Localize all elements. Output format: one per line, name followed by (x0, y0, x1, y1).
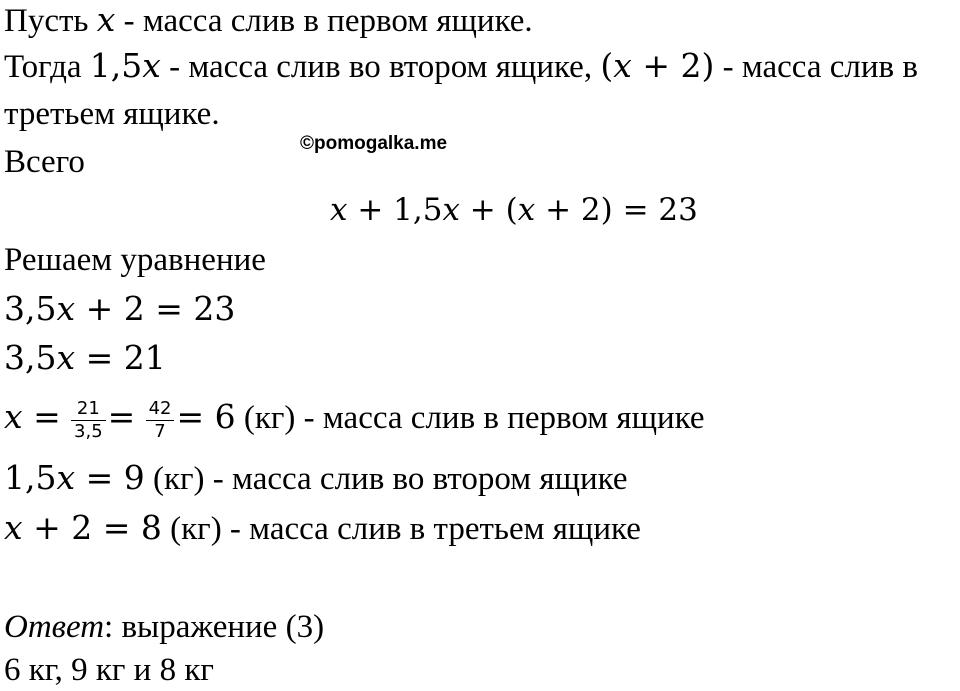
line3-text: третьем ящике. (4, 96, 220, 132)
fraction-42-over-7 (146, 398, 175, 443)
variable-x: x (56, 338, 76, 377)
step-equation-3 (4, 393, 705, 443)
line8-text: (кг) - масса слив в первом ящике (243, 400, 705, 436)
let-prefix: Пусть (4, 3, 89, 39)
result-nine: = 9 (75, 458, 145, 497)
line9-text: (кг) - масса слив во втором ящике (153, 461, 628, 497)
step2-rest: = 21 (75, 338, 166, 377)
equals: = (22, 397, 61, 436)
line2-text2: - масса слив в (722, 49, 918, 85)
answer-line (4, 607, 324, 647)
line-solve (4, 240, 266, 280)
numerator: 42 (146, 398, 175, 421)
answer-text: выражение (3) (121, 609, 325, 645)
variable-x: x (142, 46, 161, 85)
line-third-box (4, 94, 220, 134)
line1-text: - масса слив в первом ящике. (123, 3, 533, 39)
line-then (4, 46, 918, 87)
total-label: Всего (4, 144, 85, 180)
plus-two: + 2) (631, 46, 715, 85)
variable-x: x (442, 192, 460, 228)
denominator: 7 (154, 420, 166, 442)
second-box-result (4, 458, 628, 499)
variable-x: x (4, 397, 23, 436)
line2-text1: - масса слив во втором ящике, (169, 49, 593, 85)
numerator: 21 (71, 398, 106, 421)
main-equation (330, 190, 698, 230)
step-equation-2 (4, 338, 166, 378)
result-six: = 6 (176, 397, 236, 436)
coef: 3,5 (4, 338, 57, 377)
step1-rest: + 2 = 23 (75, 289, 236, 328)
eq-part1: + 1,5 (347, 192, 443, 228)
solve-label: Решаем уравнение (4, 242, 266, 278)
fraction-21-over-3-5 (71, 398, 106, 443)
final-answer (4, 650, 214, 690)
answer-label: Ответ (4, 609, 105, 645)
step-equation-1 (4, 289, 235, 329)
variable-x: x (96, 0, 116, 39)
coef: 3,5 (4, 289, 57, 328)
variable-x: x (613, 46, 632, 85)
final-text: 6 кг, 9 кг и 8 кг (4, 652, 214, 688)
paren-open: ( (600, 46, 614, 85)
watermark: ©pomogalka.me (300, 133, 448, 154)
line-total (4, 142, 85, 182)
variable-x: x (56, 458, 76, 497)
variable-x: x (517, 192, 536, 228)
line-let-x (4, 0, 533, 41)
variable-x: x (4, 508, 23, 547)
variable-x: x (56, 289, 76, 328)
eq-part3: + 2) = 23 (535, 192, 698, 228)
third-box-result (4, 508, 641, 549)
equals: = (107, 397, 136, 436)
variable-x: x (330, 192, 348, 228)
then-prefix: Тогда (4, 49, 82, 85)
eq-part2: + ( (459, 192, 518, 228)
line10-text: (кг) - масса слив в третьем ящике (170, 511, 641, 547)
answer-colon: : (104, 609, 114, 645)
coef-1-5: 1,5 (89, 46, 143, 85)
denominator: 3,5 (74, 420, 103, 442)
coef: 1,5 (4, 458, 57, 497)
result-eight: + 2 = 8 (22, 508, 162, 547)
